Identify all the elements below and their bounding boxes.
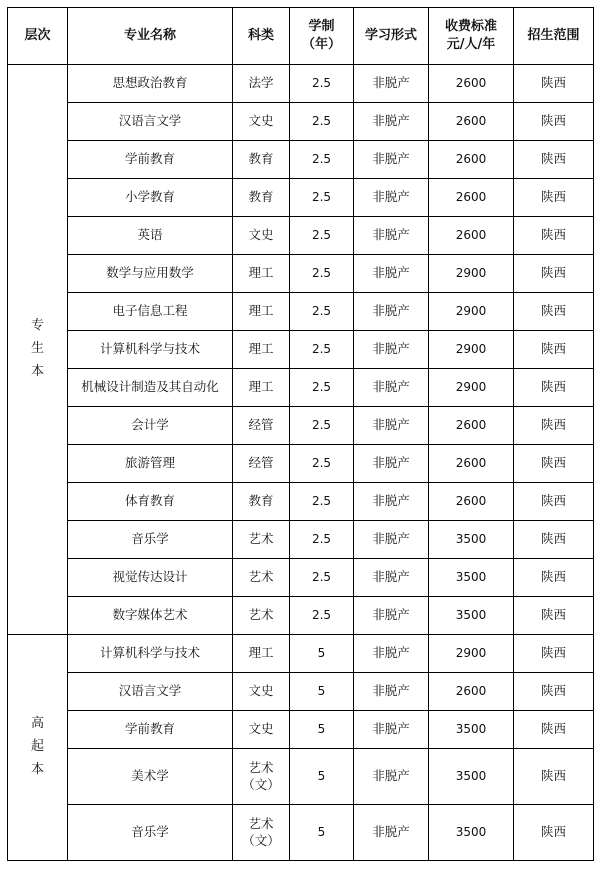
- mode-cell: 非脱产: [354, 445, 429, 483]
- duration-cell: 5: [290, 749, 354, 805]
- fee-cell: 2900: [429, 255, 514, 293]
- table-row: [8, 217, 594, 255]
- table-row: [8, 293, 594, 331]
- level-char: 高: [30, 716, 44, 732]
- mode-cell: 非脱产: [354, 179, 429, 217]
- table-row: [8, 711, 594, 749]
- level-char: 本: [30, 363, 44, 379]
- duration-cell: 2.5: [290, 255, 354, 293]
- header-fee-line2: 元/人/年: [446, 37, 496, 52]
- fee-cell: 3500: [429, 749, 514, 805]
- category-line2: （文）: [242, 776, 280, 792]
- level-cell: [8, 635, 68, 861]
- category-cell: 理工: [233, 255, 290, 293]
- table-row: [8, 673, 594, 711]
- duration-cell: 2.5: [290, 179, 354, 217]
- fee-cell: 2900: [429, 635, 514, 673]
- region-cell: 陕西: [514, 255, 594, 293]
- mode-cell: 非脱产: [354, 805, 429, 861]
- fee-cell: 3500: [429, 805, 514, 861]
- category-cell: 理工: [233, 369, 290, 407]
- duration-cell: 2.5: [290, 369, 354, 407]
- header-duration-line2: （年）: [301, 37, 341, 52]
- major-cell: 数字媒体艺术: [68, 597, 233, 635]
- major-cell: 会计学: [68, 407, 233, 445]
- header-fee-line1: 收费标准: [444, 19, 497, 35]
- duration-cell: 5: [290, 711, 354, 749]
- mode-cell: 非脱产: [354, 597, 429, 635]
- major-cell: 音乐学: [68, 805, 233, 861]
- fee-cell: 2600: [429, 407, 514, 445]
- mode-cell: 非脱产: [354, 635, 429, 673]
- table-row: [8, 483, 594, 521]
- table-row: [8, 65, 594, 103]
- region-cell: 陕西: [514, 369, 594, 407]
- region-cell: 陕西: [514, 103, 594, 141]
- duration-cell: 2.5: [290, 521, 354, 559]
- table-row: [8, 521, 594, 559]
- fee-cell: 3500: [429, 521, 514, 559]
- category-cell: 理工: [233, 293, 290, 331]
- fee-cell: 2600: [429, 445, 514, 483]
- category-line2: （文）: [242, 832, 280, 848]
- major-cell: 计算机科学与技术: [68, 635, 233, 673]
- category-cell: 理工: [233, 635, 290, 673]
- category-cell: 教育: [233, 483, 290, 521]
- fee-cell: 2600: [429, 673, 514, 711]
- duration-cell: 2.5: [290, 559, 354, 597]
- major-cell: 学前教育: [68, 141, 233, 179]
- table-row: [8, 407, 594, 445]
- level-cell: [8, 65, 68, 635]
- mode-cell: 非脱产: [354, 369, 429, 407]
- fee-cell: 3500: [429, 597, 514, 635]
- mode-cell: 非脱产: [354, 65, 429, 103]
- region-cell: 陕西: [514, 673, 594, 711]
- category-cell: 文史: [233, 673, 290, 711]
- major-cell: 英语: [68, 217, 233, 255]
- category-line1: 艺术: [248, 759, 274, 775]
- region-cell: 陕西: [514, 597, 594, 635]
- category-line1: 艺术: [248, 815, 274, 831]
- fee-cell: 2900: [429, 331, 514, 369]
- duration-cell: 2.5: [290, 445, 354, 483]
- header-row: [8, 8, 594, 65]
- mode-cell: 非脱产: [354, 217, 429, 255]
- category-cell: 艺术: [233, 597, 290, 635]
- level-char: 专: [30, 318, 44, 334]
- major-cell: 美术学: [68, 749, 233, 805]
- category-cell: 教育: [233, 141, 290, 179]
- region-cell: 陕西: [514, 407, 594, 445]
- mode-cell: 非脱产: [354, 331, 429, 369]
- level-char: 本: [30, 761, 44, 777]
- duration-cell: 5: [290, 635, 354, 673]
- table-row: [8, 597, 594, 635]
- table-row: [8, 255, 594, 293]
- mode-cell: 非脱产: [354, 673, 429, 711]
- category-cell: 经管: [233, 407, 290, 445]
- major-cell: 旅游管理: [68, 445, 233, 483]
- category-cell: 艺术: [233, 521, 290, 559]
- fee-cell: 2600: [429, 217, 514, 255]
- table-row: [8, 331, 594, 369]
- major-cell: 小学教育: [68, 179, 233, 217]
- table-row: [8, 141, 594, 179]
- mode-cell: 非脱产: [354, 407, 429, 445]
- mode-cell: 非脱产: [354, 255, 429, 293]
- fee-cell: 2900: [429, 293, 514, 331]
- enrollment-table: [7, 7, 594, 861]
- table-row: [8, 749, 594, 805]
- fee-cell: 2600: [429, 103, 514, 141]
- mode-cell: 非脱产: [354, 711, 429, 749]
- header-mode: 学习形式: [354, 8, 429, 65]
- level-char: 生: [30, 341, 44, 357]
- region-cell: 陕西: [514, 521, 594, 559]
- fee-cell: 2600: [429, 179, 514, 217]
- region-cell: 陕西: [514, 635, 594, 673]
- mode-cell: 非脱产: [354, 749, 429, 805]
- duration-cell: 2.5: [290, 65, 354, 103]
- region-cell: 陕西: [514, 141, 594, 179]
- major-cell: 汉语言文学: [68, 673, 233, 711]
- duration-cell: 2.5: [290, 103, 354, 141]
- category-cell: [233, 749, 290, 805]
- major-cell: 体育教育: [68, 483, 233, 521]
- category-cell: 文史: [233, 103, 290, 141]
- header-duration-line1: 学制: [308, 19, 335, 35]
- major-cell: 学前教育: [68, 711, 233, 749]
- major-cell: 电子信息工程: [68, 293, 233, 331]
- major-cell: 计算机科学与技术: [68, 331, 233, 369]
- level-char: 起: [30, 739, 44, 755]
- major-cell: 思想政治教育: [68, 65, 233, 103]
- table-row: [8, 559, 594, 597]
- region-cell: 陕西: [514, 559, 594, 597]
- duration-cell: 2.5: [290, 293, 354, 331]
- header-region: 招生范围: [514, 8, 594, 65]
- category-cell: 法学: [233, 65, 290, 103]
- region-cell: 陕西: [514, 805, 594, 861]
- category-cell: [233, 805, 290, 861]
- header-major: 专业名称: [68, 8, 233, 65]
- category-cell: 艺术: [233, 559, 290, 597]
- major-cell: 数学与应用数学: [68, 255, 233, 293]
- category-cell: 经管: [233, 445, 290, 483]
- region-cell: 陕西: [514, 711, 594, 749]
- category-cell: 文史: [233, 217, 290, 255]
- table-row: [8, 635, 594, 673]
- fee-cell: 3500: [429, 711, 514, 749]
- fee-cell: 2900: [429, 369, 514, 407]
- table-row: [8, 369, 594, 407]
- region-cell: 陕西: [514, 293, 594, 331]
- fee-cell: 3500: [429, 559, 514, 597]
- duration-cell: 2.5: [290, 217, 354, 255]
- major-cell: 音乐学: [68, 521, 233, 559]
- major-cell: 机械设计制造及其自动化: [68, 369, 233, 407]
- mode-cell: 非脱产: [354, 103, 429, 141]
- header-category: 科类: [233, 8, 290, 65]
- header-fee: [429, 8, 514, 65]
- table-row: [8, 179, 594, 217]
- duration-cell: 2.5: [290, 331, 354, 369]
- table-body: [8, 65, 594, 861]
- category-cell: 文史: [233, 711, 290, 749]
- major-cell: 视觉传达设计: [68, 559, 233, 597]
- mode-cell: 非脱产: [354, 483, 429, 521]
- region-cell: 陕西: [514, 749, 594, 805]
- table-row: [8, 445, 594, 483]
- mode-cell: 非脱产: [354, 559, 429, 597]
- region-cell: 陕西: [514, 483, 594, 521]
- header-duration: [290, 8, 354, 65]
- region-cell: 陕西: [514, 65, 594, 103]
- mode-cell: 非脱产: [354, 141, 429, 179]
- duration-cell: 2.5: [290, 483, 354, 521]
- mode-cell: 非脱产: [354, 521, 429, 559]
- duration-cell: 2.5: [290, 597, 354, 635]
- header-level: 层次: [8, 8, 68, 65]
- major-cell: 汉语言文学: [68, 103, 233, 141]
- mode-cell: 非脱产: [354, 293, 429, 331]
- region-cell: 陕西: [514, 331, 594, 369]
- fee-cell: 2600: [429, 483, 514, 521]
- fee-cell: 2600: [429, 65, 514, 103]
- duration-cell: 2.5: [290, 141, 354, 179]
- region-cell: 陕西: [514, 445, 594, 483]
- duration-cell: 2.5: [290, 407, 354, 445]
- category-cell: 教育: [233, 179, 290, 217]
- table-row: [8, 805, 594, 861]
- region-cell: 陕西: [514, 217, 594, 255]
- table-row: [8, 103, 594, 141]
- duration-cell: 5: [290, 673, 354, 711]
- region-cell: 陕西: [514, 179, 594, 217]
- fee-cell: 2600: [429, 141, 514, 179]
- duration-cell: 5: [290, 805, 354, 861]
- category-cell: 理工: [233, 331, 290, 369]
